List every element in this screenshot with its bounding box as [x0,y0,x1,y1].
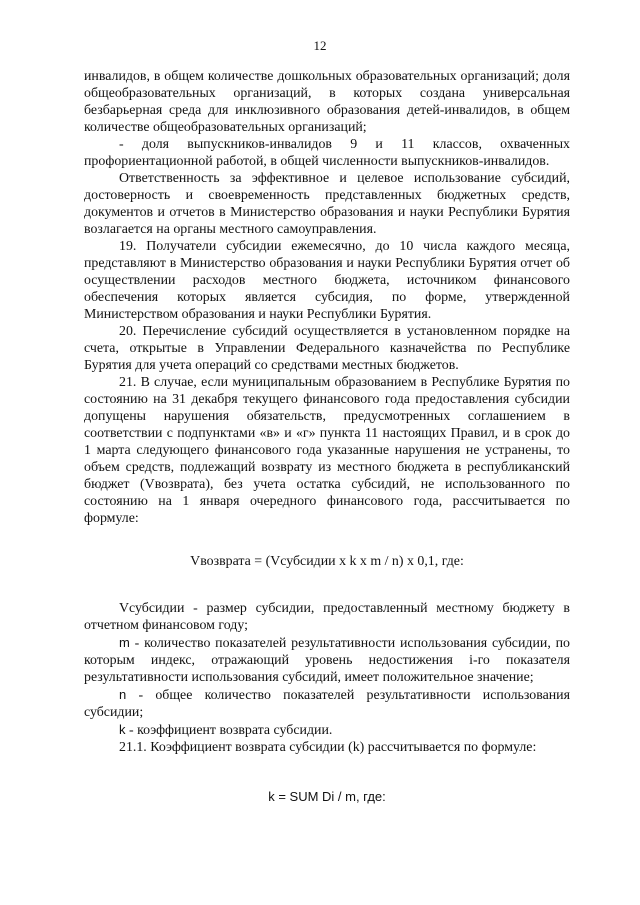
definition-n [84,686,570,721]
page-number: 12 [313,38,327,53]
symbol-m: m [119,635,130,650]
definition-m-text: - количество показателей результативности использования субсидии, по которым индекс, отражающий уровень недостижения i-го показателя результативности использования субсидий, имеет положительное значение; [84,636,570,685]
formula-return-volume: Vвозврата = (Vсубсидии x k x m / n) x 0,1, где: [190,554,464,569]
symbol-n: n [119,687,127,702]
document-body [84,68,570,805]
formula-k: k = SUM Di / m, где: [268,789,386,804]
definition-k [84,721,570,739]
paragraph-20: 20. Перечисление субсидий осуществляется в установленном порядке на счета, открытые в Управлении Федерального казначейства по Республике Бурятия для учета операций со средствами местных бюджетов. [84,324,570,373]
paragraph-19: 19. Получатели субсидии ежемесячно, до 10 числа каждого месяца, представляют в Министерство образования и науки Республики Бурятия отчет об осуществлении расходов местного бюджета, источником финансового обеспечения которых является субсидия, по форме, утвержденной Министерством образования и науки Республики Бурятия. [84,239,570,322]
definition-n-text: - общее количество показателей результативности использования субсидии; [84,688,570,720]
definition-k-text: - коэффициент возврата субсидии. [125,723,333,738]
definition-v-subsidy: Vсубсидии - размер субсидии, предоставленный местному бюджету в отчетном финансовом году; [84,601,570,633]
symbol-k: k [119,722,126,737]
paragraph-responsibility: Ответственность за эффективное и целевое использование субсидий, достоверность и своевременность представленных бюджетных средств, документов и отчетов в Министерство образования и науки Республики Бурятия возлагается на органы местного самоуправления. [84,171,570,237]
definition-m [84,634,570,686]
paragraph-21-1: 21.1. Коэффициент возврата субсидии (k) рассчитывается по формуле: [119,740,537,755]
paragraph-graduates: - доля выпускников-инвалидов 9 и 11 классов, охваченных профориентационной работой, в общей численности выпускников-инвалидов. [84,137,570,169]
paragraph-21: 21. В случае, если муниципальным образованием в Республике Бурятия по состоянию на 31 декабря текущего финансового года предоставления субсидии допущены нарушения обязательств, предусмотренных соглашением в соответствии с подпунктами «в» и «г» пункта 11 настоящих Правил, и в срок до 1 марта следующего финансового года указанные нарушения не устранены, то объем средств, подлежащий возврату из местного бюджета в республиканский бюджет (Vвозврата), без учета остатка субсидий, не использованного по состоянию на 1 января очередного финансового года, рассчитывается по формуле: [84,375,570,526]
paragraph-continuation: инвалидов, в общем количестве дошкольных образовательных организаций; доля общеобразовательных организаций, в которых создана универсальная безбарьерная среда для инклюзивного образования детей-инвалидов, в общем количестве общеобразовательных организаций; [84,69,570,135]
